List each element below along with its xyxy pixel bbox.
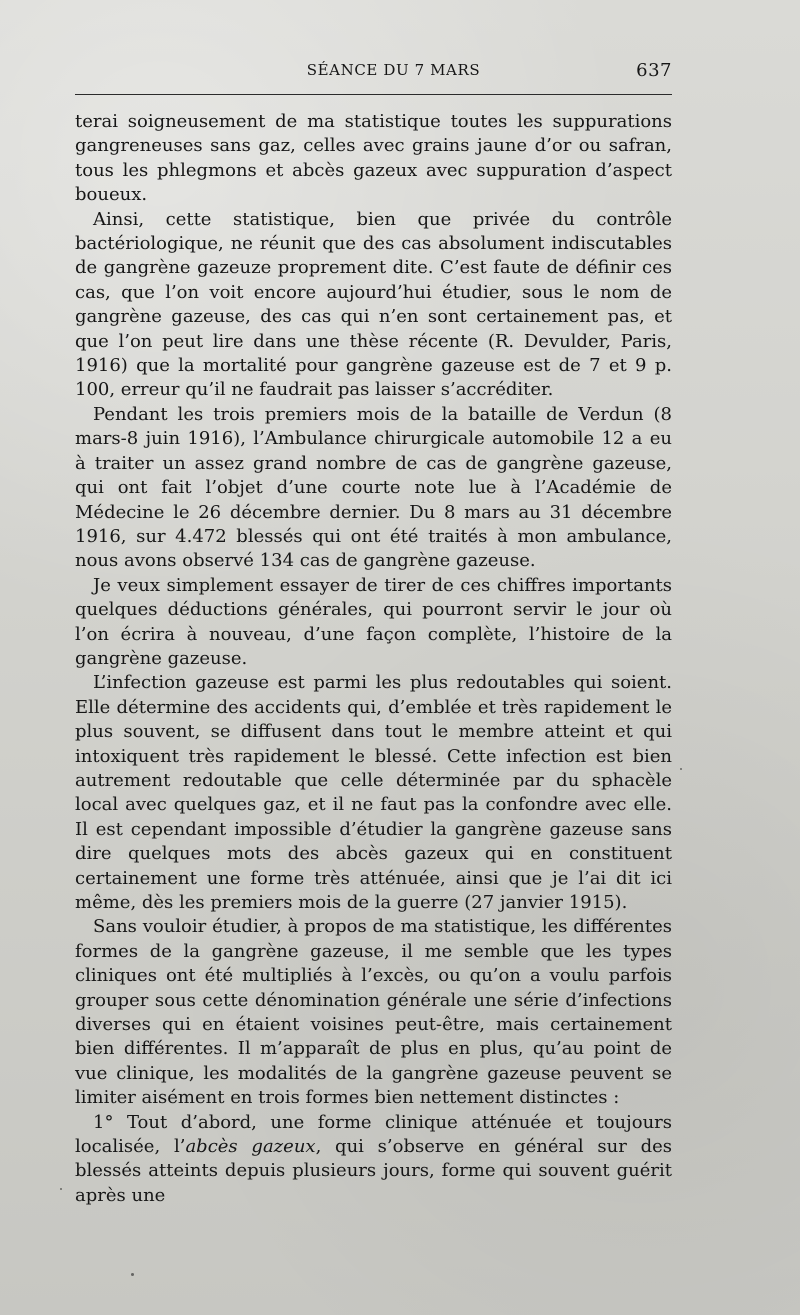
ink-speck [131,1273,134,1276]
ink-speck [680,768,682,770]
final-paragraph-before-italic: 1° Tout d’abord, une forme clinique atténuée et toujours localisée, l’ [75,1111,672,1158]
running-header [75,56,672,84]
paragraph [75,1111,672,1209]
paragraph: Ainsi, cette statistique, bien que privée du contrôle bactériologique, ne réunit que des cas absolument indiscutables de gangrène gazeuze proprement dite. C’est faute de définir ces cas, que l’on voit encore aujourd’hui étudier, sous le nom de gangrène gazeuse, des cas qui n’en sont certainement pas, et que l’on peut lire dans une thèse récente (R. Devulder, Paris, 1916) que la mortalité pour gangrène gazeuse est de 7 et 9 p. 100, erreur qu’il ne faudrait pas laisser s’accréditer. [75,208,672,401]
paragraph: Sans vouloir étudier, à propos de ma statistique, les différentes formes de la gangrène gazeuse, il me semble que les types cliniques ont été multipliés à l’excès, ou qu’on a voulu parfois grouper sous cette dénomination générale une série d’infections diverses qui en étaient voisines peut-être, mais certainement bien différentes. Il m’apparaît de plus en plus, qu’au point de vue clinique, les modalités de la gangrène gazeuse peuvent se limiter aisément en trois formes bien nettement distinctes : [75,916,672,1109]
header-rule [75,94,672,95]
paragraph: Pendant les trois premiers mois de la bataille de Verdun (8 mars-8 juin 1916), l’Ambulance chirurgicale automobile 12 a eu à traiter un assez grand nombre de cas de gangrène gazeuse, qui ont fait l’objet d’une courte note lue à l’Académie de Médecine le 26 décembre dernier. Du 8 mars au 31 décembre 1916, sur 4.472 blessés qui ont été traités à mon ambulance, nous avons observé 134 cas de gangrène gazeuse. [75,403,672,572]
body-text [75,110,672,1208]
ink-speck [60,1188,62,1190]
page-number: 637 [636,60,672,81]
paragraph: Je veux simplement essayer de tirer de ces chiffres importants quelques déductions générales, qui pourront servir le jour où l’on écrira à nouveau, d’une façon complète, l’histoire de la gangrène gazeuse. [75,574,672,669]
final-paragraph-after-italic: , qui s’observe en général sur des blessés atteints depuis plusieurs jours, forme qui souvent guérit après une [75,1136,672,1206]
paragraph: L’infection gazeuse est parmi les plus redoutables qui soient. Elle détermine des accidents qui, d’emblée et très rapidement le plus souvent, se diffusent dans tout le membre atteint et qui intoxiquent très rapidement le blessé. Cette infection est bien autrement redoutable que celle déterminée par du sphacèle local avec quelques gaz, et il ne faut pas la confondre avec elle. Il est cependant impossible d’étudier la gangrène gazeuse sans dire quelques mots des abcès gazeux qui en constituent certainement une forme très atténuée, ainsi que je l’ai dit ici même, dès les premiers mois de la guerre (27 janvier 1915). [75,672,672,913]
final-paragraph-italic: abcès gazeux [185,1136,316,1158]
paragraph: terai soigneusement de ma statistique toutes les suppurations gangreneuses sans gaz, celles avec grains jaune d’or ou safran, tous les phlegmons et abcès gazeux avec suppuration d’aspect boueux. [75,111,672,206]
header-title: SÉANCE DU 7 MARS [306,61,481,79]
